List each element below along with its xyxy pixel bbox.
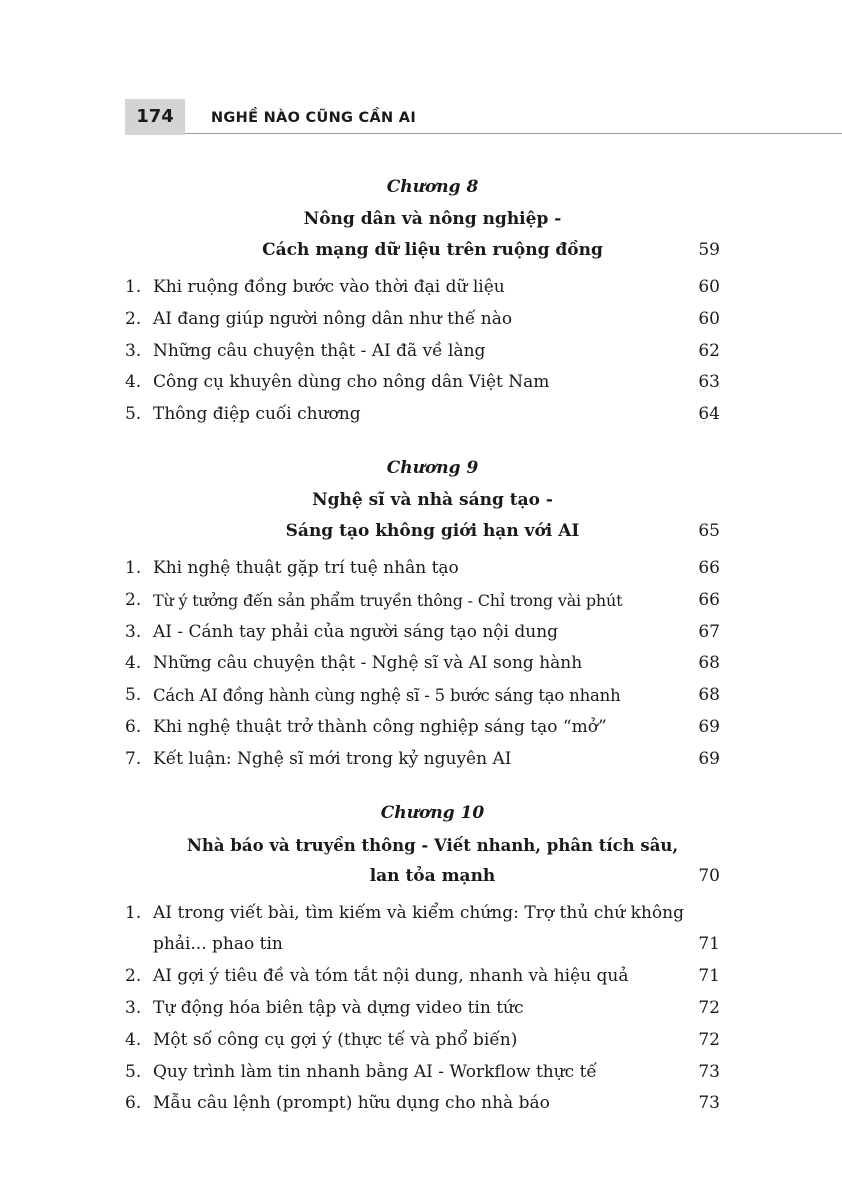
chapter-9: [125, 451, 720, 776]
toc-entry[interactable]: [125, 1025, 720, 1057]
entry-number: 4.: [125, 1029, 142, 1050]
entry-page-number: 60: [698, 308, 720, 329]
chapter-title-line: Nhà báo và truyền thông - Viết nhanh, phân tích sâu,: [186, 835, 679, 855]
toc-entry[interactable]: [125, 993, 720, 1025]
toc-entry[interactable]: [125, 712, 720, 744]
entry-page-number: 63: [698, 372, 720, 393]
toc-entry[interactable]: [125, 367, 720, 399]
entry-page-number: 66: [698, 557, 720, 578]
chapter-title-line: Cách mạng dữ liệu trên ruộng đồng 59: [125, 235, 720, 266]
toc-entry[interactable]: [125, 898, 720, 962]
entry-text: AI - Cánh tay phải của người sáng tạo nội dung: [153, 621, 559, 642]
toc-entry[interactable]: [125, 585, 720, 617]
page-header: [125, 99, 842, 135]
entry-page-number: 72: [698, 997, 720, 1018]
chapter-10: [125, 796, 720, 1121]
toc-entry[interactable]: [125, 272, 720, 304]
toc-entry[interactable]: [125, 336, 720, 368]
entry-text: Những câu chuyện thật - AI đã về làng: [153, 340, 486, 361]
chapter-label: Chương 9: [386, 457, 479, 478]
entry-text: AI trong viết bài, tìm kiếm và kiểm chứng: Trợ thủ chứ không phải... phao tin: [153, 902, 684, 955]
chapter-title-line: Nông dân và nông nghiệp -: [303, 209, 562, 229]
chapter-label: Chương 8: [386, 177, 479, 197]
entry-page-number: 73: [698, 1061, 720, 1082]
entry-number: 1.: [125, 277, 142, 297]
entry-page-number: 72: [698, 1029, 720, 1050]
entry-text: Khi nghệ thuật gặp trí tuệ nhân tạo: [153, 557, 459, 578]
chapter-entries: [125, 898, 720, 1121]
toc-entry[interactable]: [125, 1088, 720, 1120]
entry-number: 1.: [125, 902, 142, 923]
entry-page-number: 60: [698, 277, 720, 297]
chapter-title-line: Nghệ sĩ và nhà sáng tạo -: [312, 489, 553, 510]
entry-text: Khi ruộng đồng bước vào thời đại dữ liệu: [153, 277, 505, 297]
header-rule: [185, 133, 842, 134]
entry-number: 2.: [125, 308, 142, 329]
toc-entry[interactable]: [125, 744, 720, 776]
entry-number: 6.: [125, 716, 142, 737]
entry-text: Khi nghệ thuật trở thành công nghiệp sáng tạo “mở”: [153, 716, 607, 737]
toc-entry[interactable]: [125, 399, 720, 431]
entry-page-number: 68: [698, 685, 720, 706]
entry-number: 3.: [125, 340, 142, 361]
entry-text: Quy trình làm tin nhanh bằng AI - Workflow thực tế: [153, 1061, 597, 1082]
chapter-page-number: 65: [698, 520, 720, 541]
entry-text: Một số công cụ gợi ý (thực tế và phổ biến): [153, 1029, 518, 1050]
toc-entry[interactable]: [125, 553, 720, 585]
toc-entry[interactable]: [125, 961, 720, 993]
entry-page-number: 62: [698, 340, 720, 361]
toc-entry[interactable]: [125, 304, 720, 336]
entry-page-number: 71: [698, 934, 720, 955]
entry-page-number: 68: [698, 653, 720, 674]
entry-text: Những câu chuyện thật - Nghệ sĩ và AI song hành: [153, 653, 583, 674]
entry-number: 4.: [125, 653, 142, 674]
chapter-8: [125, 170, 720, 431]
chapter-entries: [125, 272, 720, 431]
chapter-title-line: Sáng tạo không giới hạn với AI 65: [125, 516, 720, 547]
entry-page-number: 67: [698, 621, 720, 642]
chapter-entries: [125, 553, 720, 776]
entry-number: 7.: [125, 748, 142, 769]
entry-text: Công cụ khuyên dùng cho nông dân Việt Nam: [153, 372, 550, 393]
book-title: NGHỀ NÀO CŨNG CẦN AI: [211, 110, 417, 126]
table-of-contents: [125, 170, 720, 1140]
entry-number: 5.: [125, 1061, 142, 1082]
entry-page-number: 71: [698, 966, 720, 987]
entry-number: 4.: [125, 372, 142, 393]
chapter-label: Chương 10: [380, 802, 485, 823]
entry-text: AI đang giúp người nông dân như thế nào: [153, 308, 513, 329]
chapter-title-line: lan tỏa mạnh 70: [125, 861, 720, 892]
toc-entry[interactable]: [125, 680, 720, 712]
entry-text: Từ ý tưởng đến sản phẩm truyền thông - Chỉ trong vài phút: [153, 590, 623, 610]
entry-number: 3.: [125, 997, 142, 1018]
chapter-page-number: 59: [698, 240, 720, 260]
page-number: 174: [125, 99, 185, 135]
toc-entry[interactable]: [125, 1057, 720, 1089]
entry-page-number: 73: [698, 1093, 720, 1114]
entry-number: 5.: [125, 685, 142, 706]
entry-text: Cách AI đồng hành cùng nghệ sĩ - 5 bước sáng tạo nhanh: [153, 686, 621, 706]
entry-text: Mẫu câu lệnh (prompt) hữu dụng cho nhà báo: [153, 1093, 550, 1114]
entry-page-number: 69: [698, 716, 720, 737]
toc-entry[interactable]: [125, 648, 720, 680]
entry-number: 5.: [125, 404, 142, 425]
toc-entry[interactable]: [125, 617, 720, 649]
entry-number: 2.: [125, 966, 142, 987]
entry-page-number: 69: [698, 748, 720, 769]
entry-number: 1.: [125, 557, 142, 578]
entry-text: Kết luận: Nghệ sĩ mới trong kỷ nguyên AI: [153, 748, 512, 769]
entry-page-number: 64: [698, 404, 720, 425]
entry-number: 3.: [125, 621, 142, 642]
entry-text: Tự động hóa biên tập và dựng video tin tức: [153, 997, 524, 1018]
entry-number: 2.: [125, 589, 142, 610]
entry-text: Thông điệp cuối chương: [153, 404, 361, 425]
chapter-page-number: 70: [698, 865, 720, 886]
entry-number: 6.: [125, 1093, 142, 1114]
entry-text: AI gợi ý tiêu đề và tóm tắt nội dung, nhanh và hiệu quả: [153, 966, 629, 987]
entry-page-number: 66: [698, 589, 720, 610]
